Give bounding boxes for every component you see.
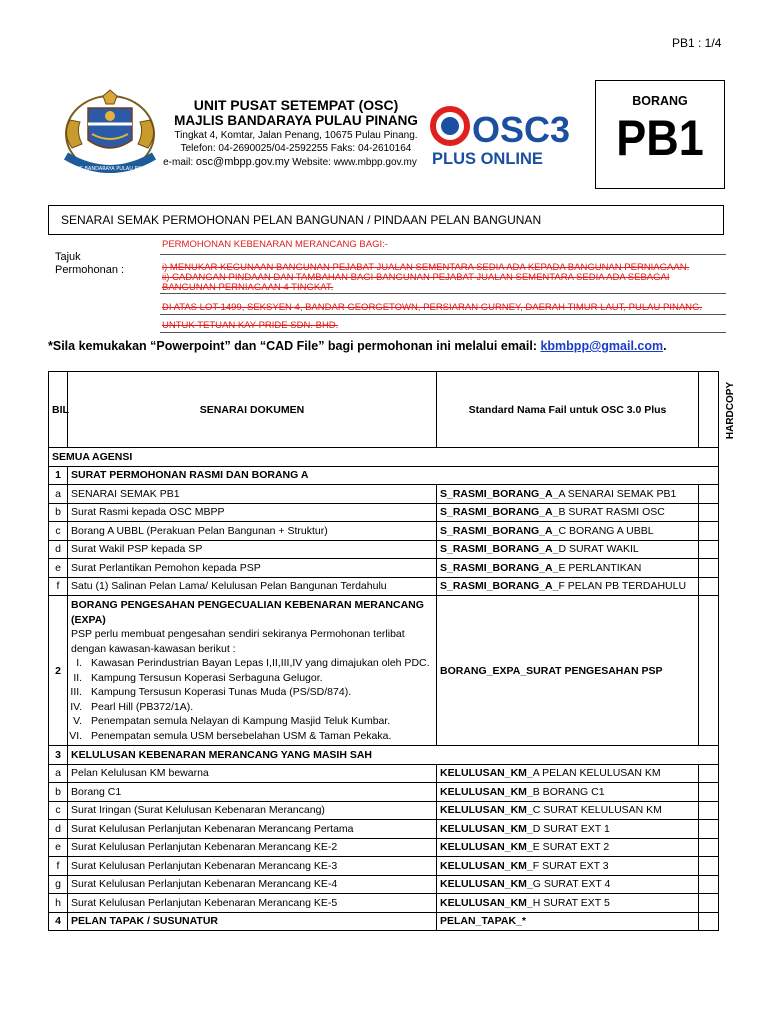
standard-name: KELULUSAN_KM_F SURAT EXT 3 — [437, 857, 699, 876]
tajuk-underline — [160, 254, 726, 255]
col-header-hardcopy: HARDCOPY — [699, 372, 719, 448]
section-title: KELULUSAN KEBENARAN MERANCANG YANG MASIH SAH — [68, 746, 719, 765]
hardcopy-checkbox[interactable] — [699, 559, 719, 578]
standard-name: KELULUSAN_KM_E SURAT EXT 2 — [437, 838, 699, 857]
table-row — [49, 522, 719, 541]
tajuk-line-5: DI ATAS LOT 1499, SEKSYEN 4, BANDAR GEORGETOWN, PERSIARAN GURNEY, DAERAH TIMUR LAUT, PULAU PINANG. — [162, 302, 703, 313]
tajuk-line-4: BANGUNAN PERNIAGAAN 4 TINGKAT. — [162, 282, 334, 293]
col-header-bil: BIL — [49, 372, 68, 448]
standard-name: KELULUSAN_KM_C SURAT KELULUSAN KM — [437, 801, 699, 820]
hardcopy-checkbox[interactable] — [699, 820, 719, 839]
expa-description — [68, 596, 437, 746]
section-title: SURAT PERMOHONAN RASMI DAN BORANG A — [68, 466, 719, 485]
phone-fax: Telefon: 04-2690025/04-2592255 Faks: 04-2610164 — [180, 143, 412, 154]
standard-name: S_RASMI_BORANG_A_A SENARAI SEMAK PB1 — [437, 485, 699, 504]
hardcopy-checkbox[interactable] — [699, 485, 719, 504]
tajuk-line-3: ii) CADANGAN PINDAAN DAN TAMBAHAN BAGI BANGUNAN PEJABAT JUALAN SEMENTARA SEDIA ADA SEBAGAI — [162, 272, 670, 283]
document-name: Satu (1) Salinan Pelan Lama/ Kelulusan Pelan Bangunan Terdahulu — [68, 577, 437, 596]
col-header-doc: SENARAI DOKUMEN — [68, 372, 437, 448]
website: Website: www.mbpp.gov.my — [289, 157, 417, 168]
list-item: II. Kampung Tersusun Koperasi Serbaguna Gelugor. — [85, 671, 433, 686]
expa-standard-name: BORANG_EXPA_SURAT PENGESAHAN PSP — [437, 596, 699, 746]
osc3-plus-online-logo — [428, 104, 578, 170]
item-key: d — [49, 820, 68, 839]
standard-name: S_RASMI_BORANG_A_E PERLANTIKAN — [437, 559, 699, 578]
document-title-box — [48, 205, 724, 235]
document-title: SENARAI SEMAK PERMOHONAN PELAN BANGUNAN / PINDAAN PELAN BANGUNAN — [61, 213, 542, 227]
document-name: Borang A UBBL (Perakuan Pelan Bangunan + Struktur) — [68, 522, 437, 541]
list-item: I. Kawasan Perindustrian Bayan Lepas I,II,III,IV yang dimajukan oleh PDC. — [85, 656, 433, 671]
submission-notice: *Sila kemukakan “Powerpoint” dan “CAD File” bagi permohonan ini melalui email: kbmbpp@gmail.com. — [48, 339, 667, 353]
document-name: Surat Kelulusan Perlanjutan Kebenaran Merancang KE-3 — [68, 857, 437, 876]
hardcopy-checkbox[interactable] — [699, 875, 719, 894]
item-key: b — [49, 503, 68, 522]
svg-text:MAJLIS BANDARAYA PULAU PINANG: MAJLIS BANDARAYA PULAU PINANG — [66, 166, 154, 172]
expa-area-list — [71, 656, 433, 743]
item-key: b — [49, 783, 68, 802]
expa-title: BORANG PENGESAHAN PENGECUALIAN KEBENARAN MERANCANG (EXPA) — [71, 599, 424, 626]
svg-text:OSC3: OSC3 — [472, 109, 571, 150]
council-name: MAJLIS BANDARAYA PULAU PINANG — [174, 113, 418, 128]
address: Tingkat 4, Komtar, Jalan Penang, 10675 Pulau Pinang. — [174, 130, 418, 141]
section-row-semua — [49, 448, 719, 467]
organisation-header — [163, 97, 422, 170]
item-key: g — [49, 875, 68, 894]
contact-email[interactable]: osc@mbpp.gov.my — [195, 156, 290, 168]
table-row — [49, 820, 719, 839]
item-key: e — [49, 559, 68, 578]
hardcopy-checkbox[interactable] — [699, 894, 719, 913]
tajuk-underline — [160, 293, 726, 294]
col-header-std: Standard Nama Fail untuk OSC 3.0 Plus — [437, 372, 699, 448]
standard-name: S_RASMI_BORANG_A_F PELAN PB TERDAHULU — [437, 577, 699, 596]
item-key: d — [49, 540, 68, 559]
item-key: h — [49, 894, 68, 913]
standard-name: KELULUSAN_KM_G SURAT EXT 4 — [437, 875, 699, 894]
document-name: Surat Perlantikan Pemohon kepada PSP — [68, 559, 437, 578]
section-row-2-expa: 2 BORANG PENGESAHAN PENGECUALIAN KEBENARAN MERANCANG (EXPA) PSP perlu membuat pengesahan sendiri sekiranya Permohonan terlibat dengan kawasan-kawasan berikut : I. Kawasan Perindustrian Bayan Lepas I,II,III,IV yang dimajukan oleh PDC. II. Kampung Tersusun Koperasi Serbaguna Gelugor. III. Kampung Tersusun Koperasi Tunas Muda (PS/SD/874). IV. Pearl Hill (PB372/1A). V. Penempatan semula Nelayan di Kampung Masjid Teluk Kumbar. VI. Penempatan semula USM bersebelahan USM & Taman Pekaka. BORANG_EXPA_SURAT PENGESAHAN PSP — [49, 596, 719, 746]
hardcopy-checkbox[interactable] — [699, 912, 719, 931]
section-row-1: 1 SURAT PERMOHONAN RASMI DAN BORANG A — [49, 466, 719, 485]
hardcopy-checkbox[interactable] — [699, 540, 719, 559]
standard-name: KELULUSAN_KM_H SURAT EXT 5 — [437, 894, 699, 913]
unit-name: UNIT PUSAT SETEMPAT (OSC) — [193, 97, 399, 113]
document-name: Surat Wakil PSP kepada SP — [68, 540, 437, 559]
contact-line: e-mail: osc@mbpp.gov.my Website: www.mbpp.gov.my — [163, 156, 417, 168]
hardcopy-checkbox[interactable] — [699, 838, 719, 857]
document-name: Surat Kelulusan Perlanjutan Kebenaran Merancang KE-5 — [68, 894, 437, 913]
svg-text:PLUS ONLINE: PLUS ONLINE — [432, 150, 543, 168]
standard-name: S_RASMI_BORANG_A_B SURAT RASMI OSC — [437, 503, 699, 522]
item-key: a — [49, 485, 68, 504]
document-name: Surat Iringan (Surat Kelulusan Kebenaran Merancang) — [68, 801, 437, 820]
table-row — [49, 559, 719, 578]
borang-code: PB1 — [616, 110, 704, 166]
hardcopy-checkbox[interactable] — [699, 522, 719, 541]
document-name: SENARAI SEMAK PB1 — [68, 485, 437, 504]
list-item: V. Penempatan semula Nelayan di Kampung Masjid Teluk Kumbar. — [85, 714, 433, 729]
table-row — [49, 764, 719, 783]
hardcopy-checkbox[interactable] — [699, 596, 719, 746]
mbpp-crest-logo — [48, 90, 172, 176]
section-row-4: 4 PELAN TAPAK / SUSUNATUR PELAN_TAPAK_* — [49, 912, 719, 931]
notice-email-link[interactable]: kbmbpp@gmail.com — [540, 339, 664, 353]
table-row — [49, 838, 719, 857]
hardcopy-checkbox[interactable] — [699, 857, 719, 876]
hardcopy-checkbox[interactable] — [699, 764, 719, 783]
item-key: c — [49, 801, 68, 820]
hardcopy-checkbox[interactable] — [699, 577, 719, 596]
item-key: a — [49, 764, 68, 783]
table-row — [49, 801, 719, 820]
checklist-table — [48, 371, 737, 931]
tajuk-label: Tajuk Permohonan : — [55, 251, 125, 276]
item-key: e — [49, 838, 68, 857]
tajuk-underline — [160, 332, 726, 333]
standard-name: KELULUSAN_KM_B BORANG C1 — [437, 783, 699, 802]
table-row — [49, 577, 719, 596]
standard-name: S_RASMI_BORANG_A_D SURAT WAKIL — [437, 540, 699, 559]
section-title: PELAN TAPAK / SUSUNATUR — [68, 912, 437, 931]
page-number: PB1 : 1/4 — [672, 36, 722, 50]
standard-name: S_RASMI_BORANG_A_C BORANG A UBBL — [437, 522, 699, 541]
document-name: Borang C1 — [68, 783, 437, 802]
item-key: c — [49, 522, 68, 541]
item-key: f — [49, 577, 68, 596]
tajuk-line-2: i) MENUKAR KEGUNAAN BANGUNAN PEJABAT JUALAN SEMENTARA SEDIA ADA KEPADA BANGUNAN PERNIAGAAN. — [162, 262, 690, 273]
table-row — [49, 875, 719, 894]
borang-code-box — [595, 80, 725, 189]
standard-name: KELULUSAN_KM_A PELAN KELULUSAN KM — [437, 764, 699, 783]
standard-name: PELAN_TAPAK_* — [437, 912, 699, 931]
table-row — [49, 485, 719, 504]
document-name: Surat Kelulusan Perlanjutan Kebenaran Merancang KE-2 — [68, 838, 437, 857]
table-row — [49, 783, 719, 802]
hardcopy-checkbox[interactable] — [699, 801, 719, 820]
document-name: Surat Rasmi kepada OSC MBPP — [68, 503, 437, 522]
hardcopy-checkbox[interactable] — [699, 783, 719, 802]
standard-name: KELULUSAN_KM_D SURAT EXT 1 — [437, 820, 699, 839]
tajuk-line-1: PERMOHONAN KEBENARAN MERANCANG BAGI:- — [162, 239, 388, 250]
section-semua-agensi: SEMUA AGENSI — [49, 448, 719, 467]
tajuk-line-6: UNTUK TETUAN KAY PRIDE SDN. BHD. — [162, 320, 339, 331]
document-name: Surat Kelulusan Perlanjutan Kebenaran Merancang KE-4 — [68, 875, 437, 894]
item-key: f — [49, 857, 68, 876]
table-row — [49, 857, 719, 876]
document-name: Pelan Kelulusan KM bewarna — [68, 764, 437, 783]
hardcopy-checkbox[interactable] — [699, 503, 719, 522]
table-row — [49, 894, 719, 913]
document-name: Surat Kelulusan Perlanjutan Kebenaran Merancang Pertama — [68, 820, 437, 839]
section-row-3: 3 KELULUSAN KEBENARAN MERANCANG YANG MASIH SAH — [49, 746, 719, 765]
table-header-row — [49, 372, 719, 448]
borang-label: BORANG — [632, 94, 688, 108]
list-item: VI. Penempatan semula USM bersebelahan USM & Taman Pekaka. — [85, 729, 433, 744]
list-item: III. Kampung Tersusun Koperasi Tunas Muda (PS/SD/874). — [85, 685, 433, 700]
table-row — [49, 540, 719, 559]
table-row — [49, 503, 719, 522]
expa-intro: PSP perlu membuat pengesahan sendiri sekiranya Permohonan terlibat dengan kawasan-kawasan berikut : — [71, 628, 405, 655]
tajuk-underline — [160, 314, 726, 315]
list-item: IV. Pearl Hill (PB372/1A). — [85, 700, 433, 715]
